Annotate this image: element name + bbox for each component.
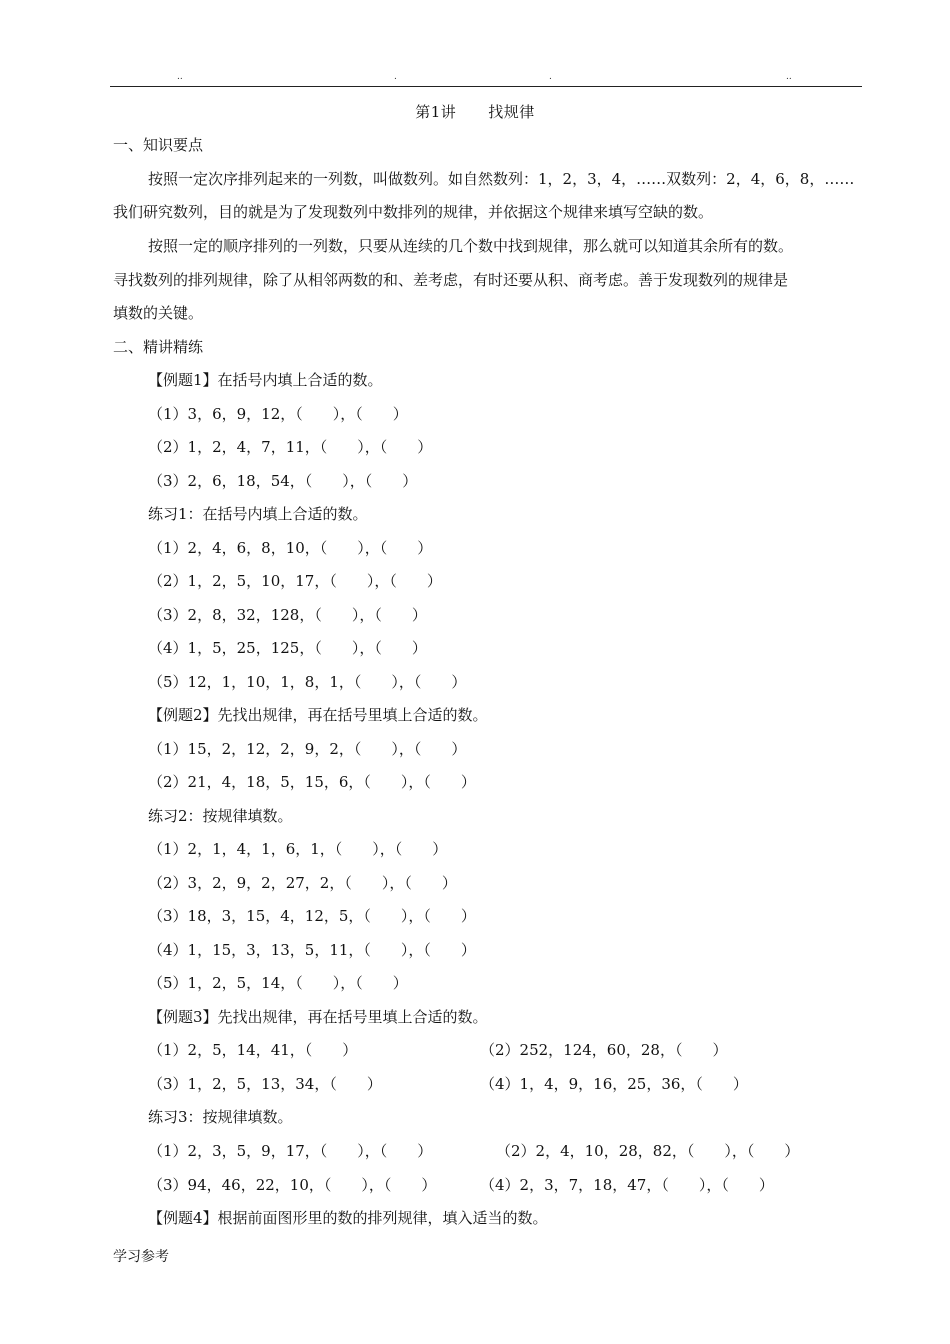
exercise-item: （2）2，4，10，28，82，（ ），（ ） (496, 1142, 800, 1160)
lecture-number: 第1讲 (415, 103, 457, 121)
paragraph-line: 我们研究数列，目的就是为了发现数列中数排列的规律，并依据这个规律来填写空缺的数。 (113, 203, 714, 221)
header-mark: . (549, 72, 552, 82)
exercise-item: （4）2，3，7，18，47，（ ），（ ） (480, 1176, 774, 1194)
example-title: 【例题1】在括号内填上合适的数。 (148, 371, 383, 389)
page-footer: 学习参考 (113, 1249, 169, 1265)
exercise-item: （1）2，4，6，8，10，（ ），（ ） (148, 539, 433, 557)
exercise-item: （2）3，2，9，2，27，2，（ ），（ ） (148, 874, 457, 892)
header-marks (110, 72, 862, 86)
paragraph-line: 寻找数列的排列规律，除了从相邻两数的和、差考虑，有时还要从积、商考虑。善于发现数列的规律是 (113, 271, 789, 289)
exercise-item: （5）12，1，10，1，8，1，（ ），（ ） (148, 673, 467, 691)
section-heading: 一、知识要点 (113, 136, 204, 154)
exercise-item: （2）21，4，18，5，15，6，（ ），（ ） (148, 773, 476, 791)
exercise-item: （5）1，2，5，14，（ ），（ ） (148, 974, 408, 992)
practice-title: 练习3：按规律填数。 (148, 1108, 293, 1126)
exercise-item: （4）1，5，25，125，（ ），（ ） (148, 639, 427, 657)
page-title (0, 101, 950, 122)
exercise-item: （4）1，4，9，16，25，36，（ ） (480, 1075, 748, 1093)
exercise-item: （1）15，2，12，2，9，2，（ ），（ ） (148, 740, 467, 758)
exercise-item: （2）1，2，5，10，17，（ ），（ ） (148, 572, 442, 590)
exercise-item: （3）2，6，18，54，（ ），（ ） (148, 472, 418, 490)
exercise-item: （3）1，2，5，13，34，（ ） (148, 1075, 382, 1093)
practice-title: 练习1：在括号内填上合适的数。 (148, 505, 368, 523)
practice-title: 练习2：按规律填数。 (148, 807, 293, 825)
exercise-item: （2）252，124，60，28，（ ） (480, 1041, 728, 1059)
section-heading: 二、精讲精练 (113, 338, 204, 356)
exercise-item: （3）94，46，22，10，（ ），（ ） (148, 1176, 437, 1194)
exercise-item: （1）2，3，5，9，17，（ ），（ ） (148, 1142, 433, 1160)
exercise-item: （1）3，6，9，12，（ ），（ ） (148, 405, 408, 423)
paragraph-line: 填数的关键。 (113, 304, 204, 322)
example-title: 【例题2】先找出规律，再在括号里填上合适的数。 (148, 706, 488, 724)
header-mark: .. (786, 72, 792, 82)
paragraph-line: 按照一定的顺序排列的一列数，只要从连续的几个数中找到规律，那么就可以知道其余所有的数。 (148, 237, 794, 255)
exercise-item: （4）1，15，3，13，5，11，（ ），（ ） (148, 941, 476, 959)
example-title: 【例题4】根据前面图形里的数的排列规律，填入适当的数。 (148, 1209, 548, 1227)
paragraph-line: 按照一定次序排列起来的一列数，叫做数列。如自然数列：1，2，3，4，……双数列：2，4，6，8，…… (148, 170, 855, 188)
exercise-item: （3）2，8，32，128，（ ），（ ） (148, 606, 427, 624)
example-title: 【例题3】先找出规律，再在括号里填上合适的数。 (148, 1008, 488, 1026)
exercise-item: （1）2，5，14，41，（ ） (148, 1041, 358, 1059)
exercise-item: （3）18，3，15，4，12，5，（ ），（ ） (148, 907, 476, 925)
header-mark: .. (177, 72, 183, 82)
header-mark: . (394, 72, 397, 82)
header-rule (110, 86, 862, 87)
lecture-name: 找规律 (488, 103, 535, 121)
exercise-item: （1）2，1，4，1，6，1，（ ），（ ） (148, 840, 448, 858)
exercise-item: （2）1，2，4，7，11，（ ），（ ） (148, 438, 433, 456)
